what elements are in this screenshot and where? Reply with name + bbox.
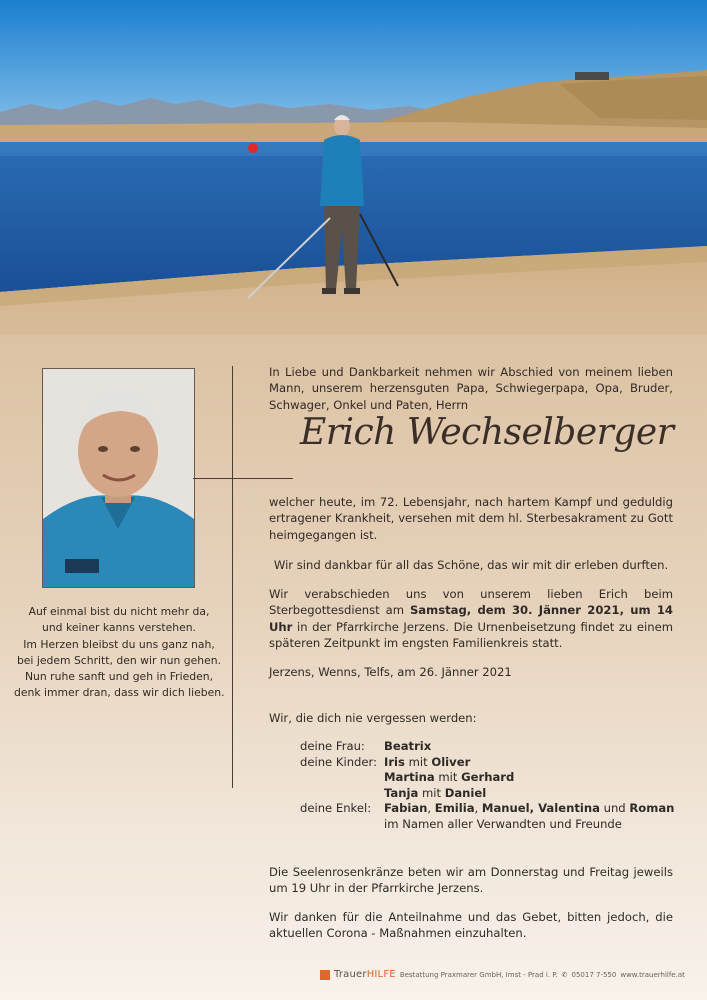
family-row-children — [300, 770, 674, 786]
family-label: deine Kinder: — [300, 754, 378, 769]
family-name: Gerhard — [461, 770, 515, 785]
passing-text: welcher heute, im 72. Lebensjahr, nach hartem Kampf und geduldig ertragener Krankheit, versehen mit dem hl. Sterbesakrament zu Gott heimgegangen ist. — [269, 495, 673, 542]
family-name: Manuel, Valentina — [481, 801, 600, 816]
funeral-intro: Wir verabschieden uns von unserem lieben Erich beim Sterbegottesdienst am — [269, 587, 673, 618]
family-label: deine Enkel: — [300, 801, 372, 816]
poem-line: Im Herzen bleibst du uns ganz nah, — [23, 637, 215, 651]
family-name: Iris — [384, 754, 405, 769]
family-name: Roman — [629, 801, 675, 816]
trauerhilfe-logo-icon — [320, 970, 330, 980]
family-row-grandchildren: deine Enkel: Fabian, Emilia, Manuel, Valentina und Roman — [300, 801, 675, 816]
family-name: Beatrix — [384, 739, 432, 753]
rosary-text: Die Seelenrosenkränze beten wir am Donnerstag und Freitag jeweils um 19 Uhr in der Pfarrkirche Jerzens. — [269, 865, 673, 896]
family-row-children — [300, 786, 674, 802]
relatives-text: im Namen aller Verwandten und Freunde — [384, 816, 622, 831]
family-list — [300, 739, 674, 833]
thanks-text: Wir sind dankbar für all das Schöne, das wir mit dir erleben durften. — [273, 558, 669, 572]
funeral-date: Samstag, dem 30. Jänner 2021, um 14 Uhr — [269, 603, 674, 634]
header-landscape-photo — [0, 0, 707, 335]
family-name: Oliver — [431, 754, 471, 769]
funeral-text — [269, 586, 673, 651]
deceased-name: Erich Wechselberger — [300, 412, 674, 453]
family-connector: und — [603, 801, 626, 816]
family-row-children — [300, 755, 674, 771]
family-name: Emilia — [434, 801, 475, 816]
family-connector: mit — [421, 785, 442, 800]
never-forget-text: Wir, die dich nie vergessen werden: — [269, 711, 477, 725]
place-date: Jerzens, Wenns, Telfs, am 26. Jänner 2021 — [269, 665, 512, 679]
poem-line: bei jedem Schritt, den wir nun gehen. — [16, 653, 222, 667]
phone-icon: ✆ — [561, 970, 568, 979]
cross-horizontal-bar — [193, 478, 293, 479]
family-connector: mit — [408, 754, 428, 769]
intro-text: In Liebe und Dankbarkeit nehmen wir Abschied von meinem lieben Mann, unserem herzensguten Papa, Schwiegerpapa, Opa, Bruder, Schwager, Onkel und Paten, Herrn — [269, 365, 673, 412]
footer-company: Bestattung Praxmarer GmbH, Imst - Prad i. P. — [399, 970, 558, 979]
poem-line: denk immer dran, dass wir dich lieben. — [14, 686, 225, 700]
family-row-wife — [300, 739, 674, 755]
poem-line: und keiner kanns verstehen. — [42, 621, 196, 635]
footer-web[interactable]: www.trauerhilfe.at — [620, 970, 685, 979]
family-label: deine Frau: — [300, 739, 365, 753]
memorial-poem — [14, 604, 224, 702]
footer-phone: 05017 7-550 — [571, 970, 617, 979]
funeral-details: in der Pfarrkirche Jerzens. Die Urnenbeisetzung findet zu einem späteren Zeitpunkt im engsten Familienkreis statt. — [269, 619, 674, 650]
family-row-relatives — [300, 817, 674, 833]
poem-line: Nun ruhe sanft und geh in Frieden, — [24, 670, 214, 684]
closing-text: Wir danken für die Anteilnahme und das Gebet, bitten jedoch, die aktuellen Corona - Maßnahmen einzuhalten. — [269, 910, 673, 941]
family-name: Tanja — [384, 785, 419, 800]
poem-line: Auf einmal bist du nicht mehr da, — [28, 605, 210, 618]
brand-name: TrauerHILFE — [334, 969, 396, 980]
family-name: Fabian — [384, 801, 428, 816]
portrait-photo — [42, 368, 195, 588]
cross-vertical-bar — [232, 366, 233, 788]
family-name: Martina — [384, 770, 435, 785]
footer — [320, 969, 685, 980]
family-name: Daniel — [444, 785, 487, 800]
family-connector: mit — [438, 770, 458, 785]
